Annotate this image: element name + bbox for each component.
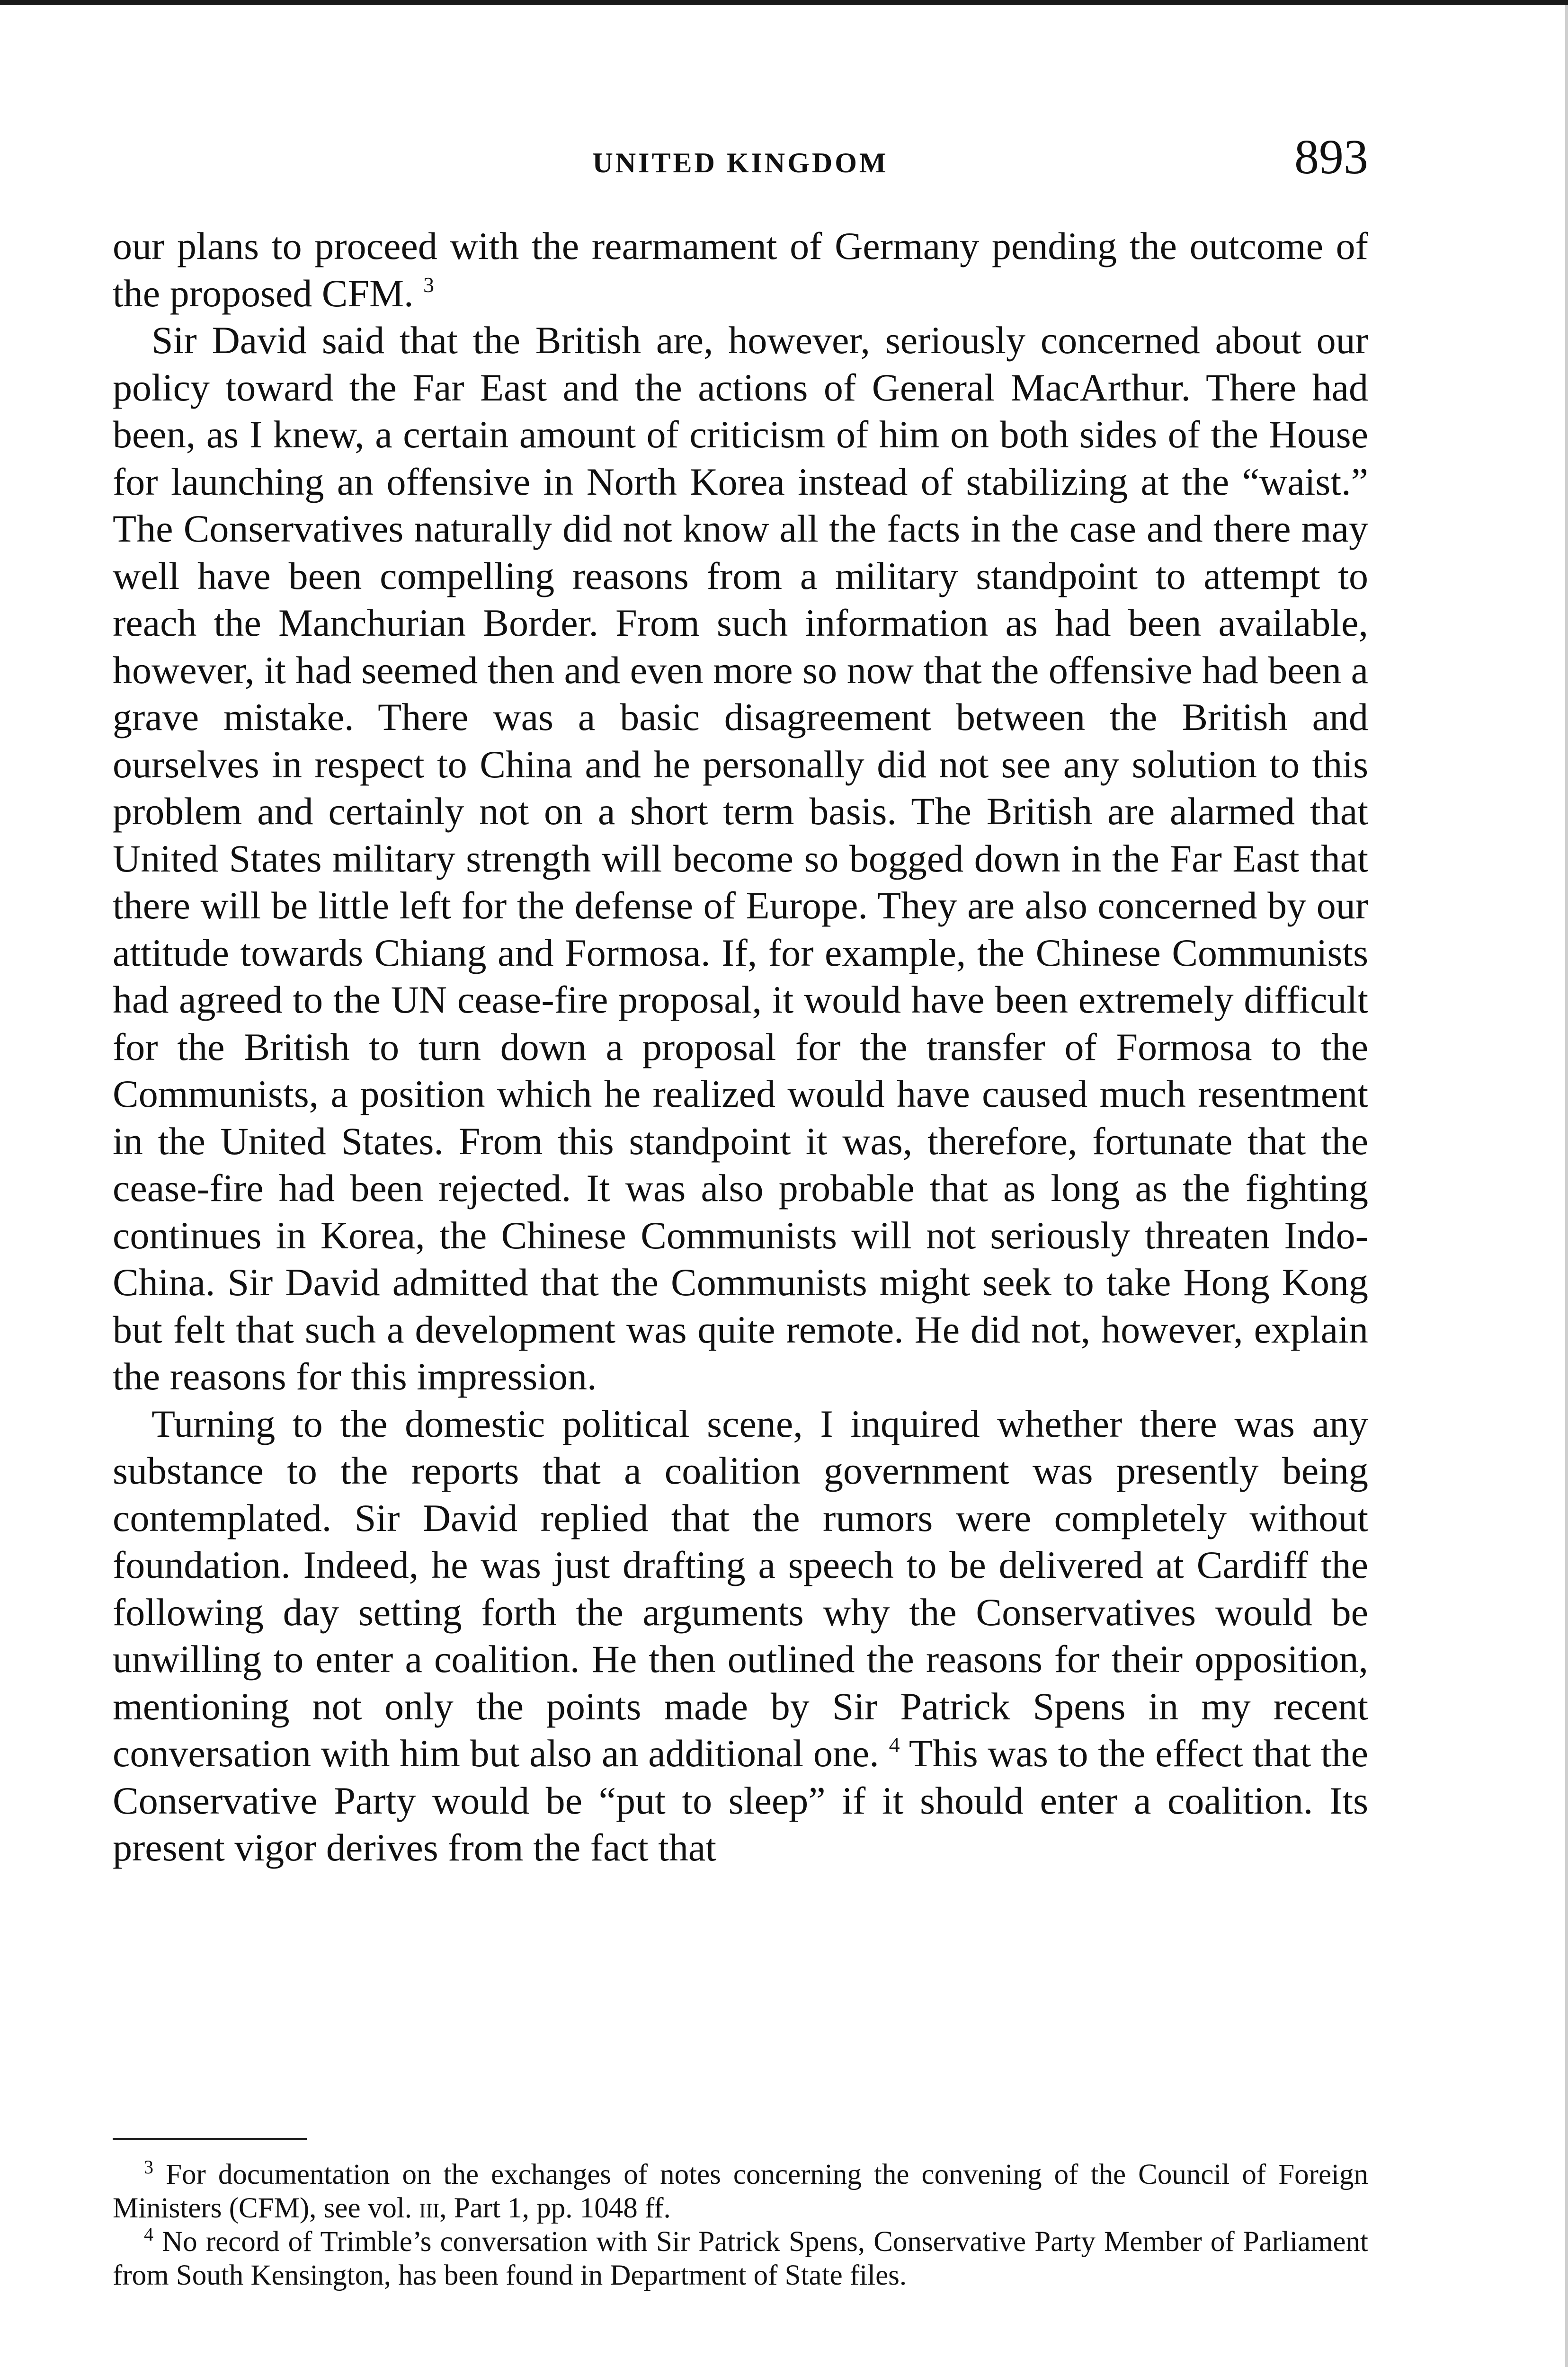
footnote-3-text-b: , Part 1, pp. 1048 ff. xyxy=(439,2192,671,2224)
footnote-3-text-a: For documentation on the exchanges of notes concerning the convening of the Council of Foreign Ministers (CFM), see vol. xyxy=(113,2159,1368,2224)
footnotes xyxy=(113,2158,1368,2292)
footnote-3 xyxy=(113,2158,1368,2225)
page-number: 893 xyxy=(1294,130,1368,184)
paragraph-continuation xyxy=(113,222,1368,317)
running-head xyxy=(113,129,1368,186)
footnote-4-text: No record of Trimble’s conversation with Sir Patrick Spens, Conservative Party Member of Parliament from South Kensington, has been found in Department of State files. xyxy=(113,2226,1368,2291)
top-border-rule xyxy=(0,0,1568,5)
footnote-ref-4: 4 xyxy=(889,1733,900,1757)
footnote-ref-3: 3 xyxy=(423,272,434,297)
paragraph-domestic-politics xyxy=(113,1400,1368,1871)
paragraph-3-text-b: This was to the effect that the Conservative Party would be “put to sleep” if it should enter a coalition. Its present vigor derives from the fact that xyxy=(113,1732,1368,1869)
footnote-3-volume: iii xyxy=(419,2192,440,2224)
footnote-4-mark: 4 xyxy=(144,2224,153,2245)
paragraph-1-text: our plans to proceed with the rearmament of Germany pending the outcome of the proposed CFM. xyxy=(113,224,1368,315)
body-text xyxy=(113,222,1368,1871)
paragraph-3-text-a: Turning to the domestic political scene, I inquired whether there was any substance to the reports that a coalition government was presently being contemplated. Sir David replied that the rumors were completely without foundation. Indeed, he was just drafting a speech to be delivered at Cardiff the following day setting forth the arguments why the Conservatives would be unwilling to enter a coalition. He then outlined the reasons for their opposition, mentioning not only the points made by Sir Patrick Spens in my recent conversation with him but also an additional one. xyxy=(113,1402,1368,1775)
page-edge-shadow xyxy=(1565,5,1568,2367)
footnote-3-mark: 3 xyxy=(144,2156,153,2178)
paragraph-far-east: Sir David said that the British are, however, seriously concerned about our policy toward the Far East and the actions of General MacArthur. There had been, as I knew, a certain amount of criticism of him on both sides of the House for launching an offensive in North Korea instead of stabilizing at the “waist.” The Conservatives naturally did not know all the facts in the case and there may well have been compelling reasons from a military standpoint to attempt to reach the Manchurian Border. From such information as had been available, however, it had seemed then and even more so now that the offensive had been a grave mistake. There was a basic disagreement between the British and ourselves in respect to China and he personally did not see any solution to this problem and certainly not on a short term basis. The British are alarmed that United States military strength will become so bogged down in the Far East that there will be little left for the defense of Europe. They are also concerned by our attitude towards Chiang and Formosa. If, for example, the Chinese Communists had agreed to the UN cease-fire proposal, it would have been extremely difficult for the British to turn down a proposal for the transfer of Formosa to the Communists, a position which he realized would have caused much resentment in the United States. From this standpoint it was, therefore, fortunate that the cease-fire had been rejected. It was also probable that as long as the fighting continues in Korea, the Chinese Communists will not seriously threaten Indo-China. Sir David admitted that the Communists might seek to take Hong Kong but felt that such a development was quite remote. He did not, however, explain the reasons for this impression. xyxy=(113,319,1368,1398)
footnote-separator xyxy=(113,2138,307,2140)
running-title: UNITED KINGDOM xyxy=(592,147,889,178)
footnote-4 xyxy=(113,2225,1368,2292)
